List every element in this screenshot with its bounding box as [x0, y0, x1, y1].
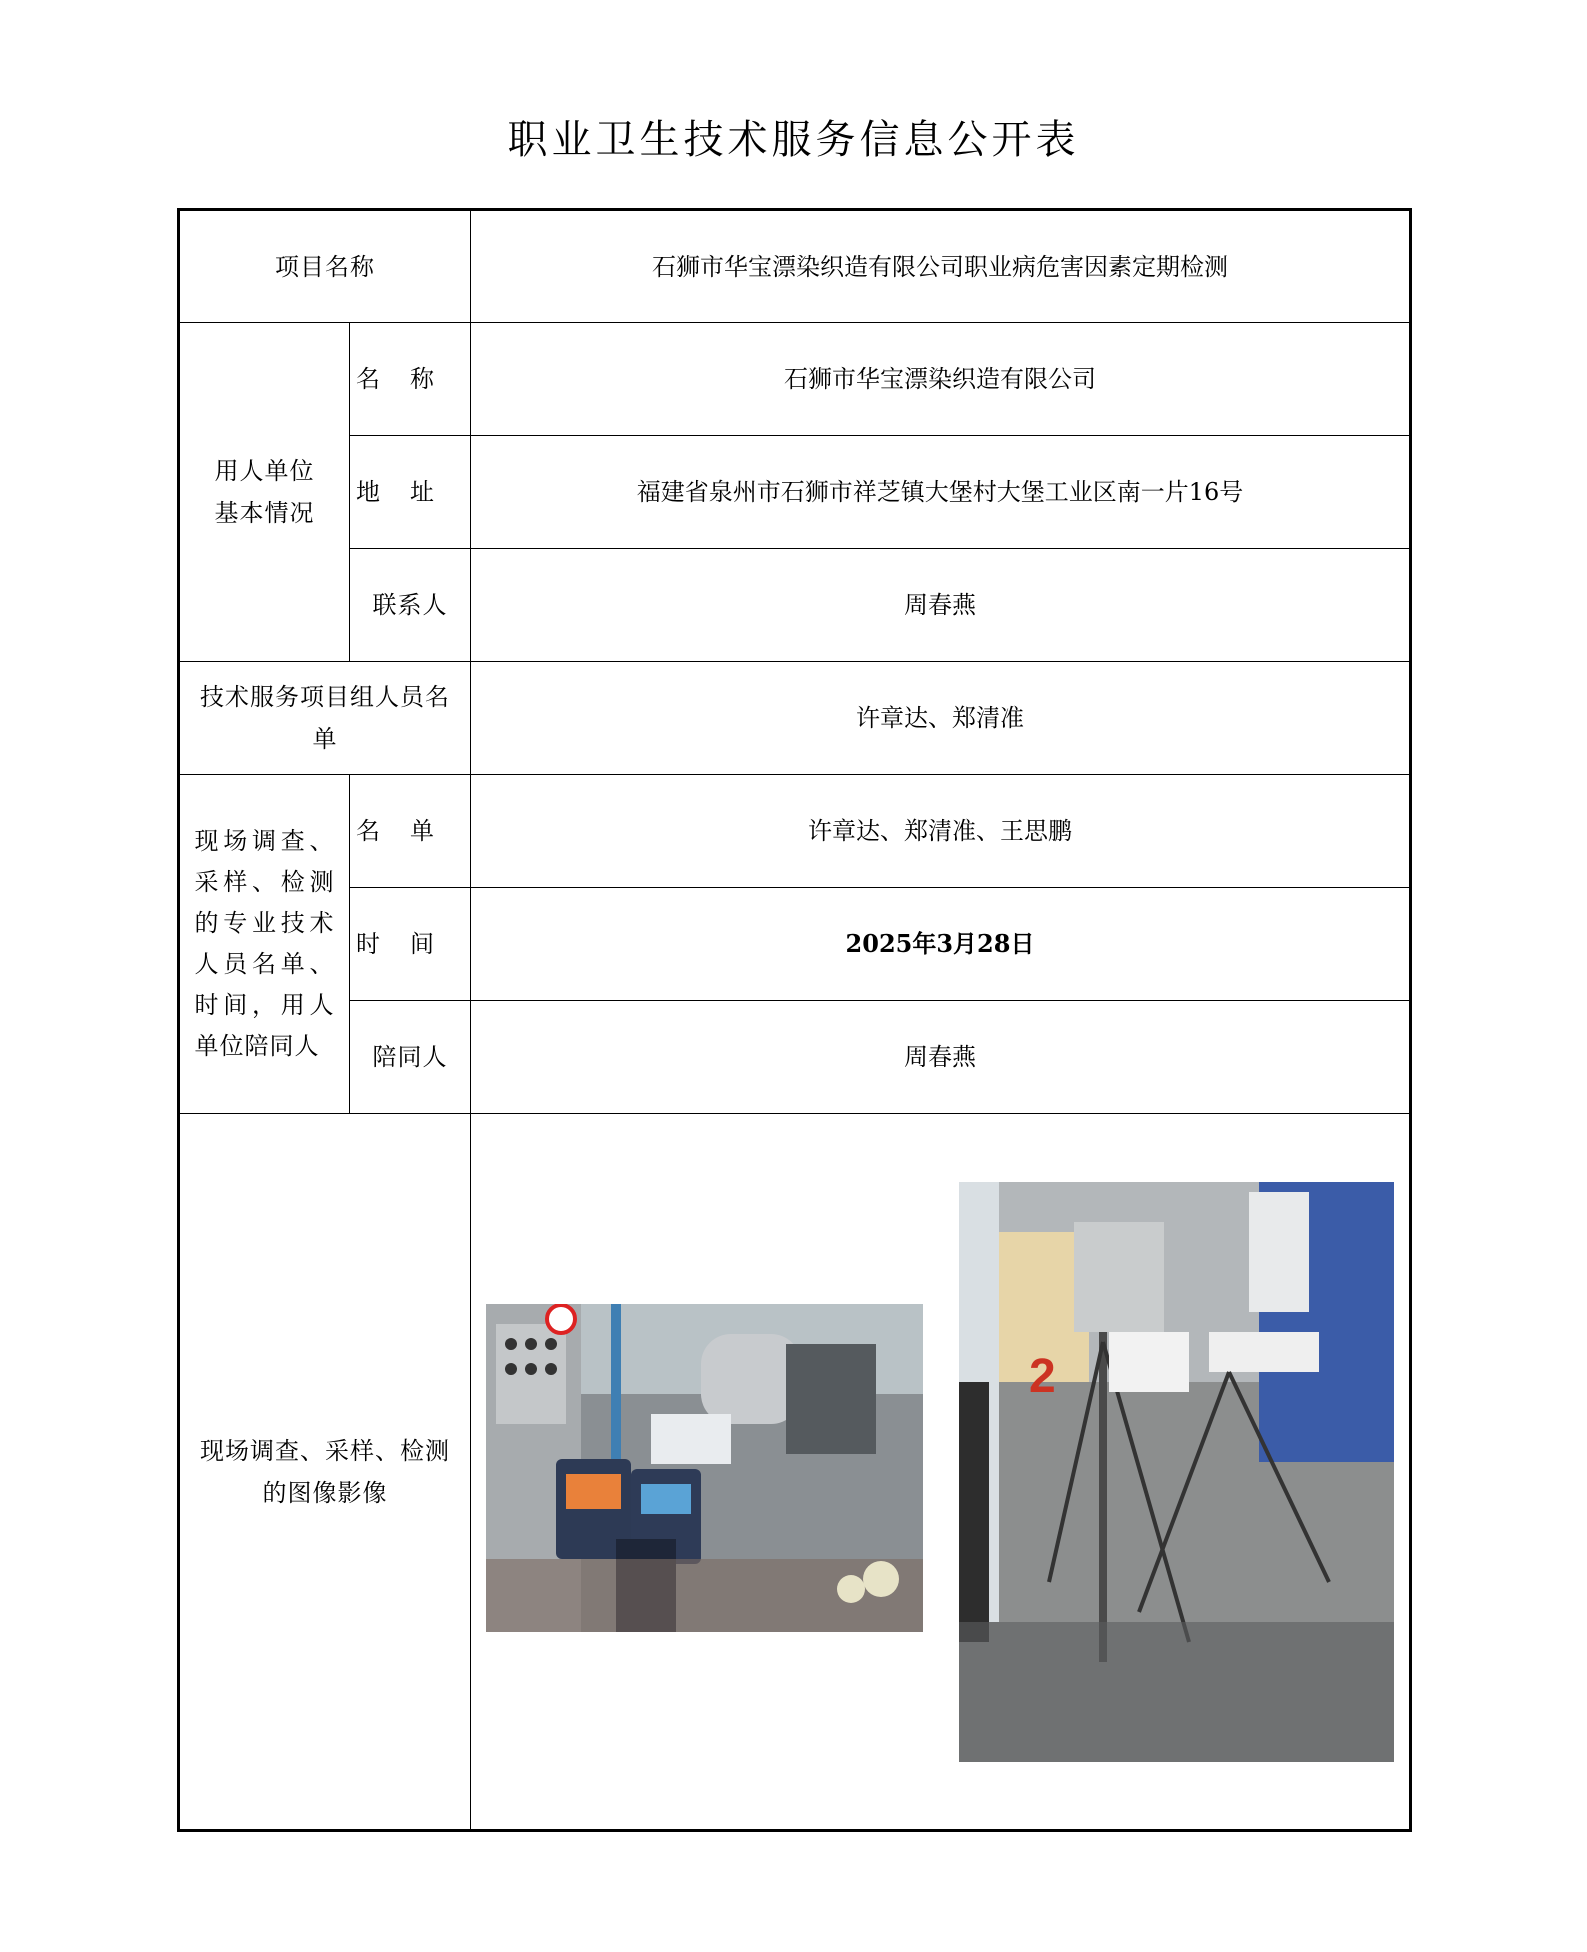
- onsite-companion-value: 周春燕: [471, 1001, 1411, 1114]
- svg-text:2: 2: [1029, 1350, 1056, 1403]
- images-cell: [471, 1114, 1411, 1831]
- employer-address-label: 地址: [350, 436, 471, 549]
- team-label-text: 技术服务项目组人员名单: [200, 683, 450, 753]
- onsite-companion-label: 陪同人: [350, 1001, 471, 1114]
- site-photo-1: [486, 1304, 923, 1632]
- images-label: [179, 1114, 471, 1831]
- site-photo-2-image: [959, 1182, 1394, 1762]
- employer-contact-value: 周春燕: [471, 549, 1411, 662]
- site-photo-1-image: [486, 1304, 923, 1632]
- onsite-group-label: [179, 775, 350, 1114]
- team-value: 许章达、郑清准: [471, 662, 1411, 775]
- images-label-text: 现场调查、采样、检测的图像影像: [200, 1436, 450, 1507]
- employer-group-label: [179, 323, 350, 662]
- team-label: [179, 662, 471, 775]
- site-photo-2: [959, 1182, 1394, 1762]
- onsite-list-label: 名单: [350, 775, 471, 888]
- employer-address-value: 福建省泉州市石狮市祥芝镇大堡村大堡工业区南一片16号: [471, 436, 1411, 549]
- employer-name-value: 石狮市华宝漂染织造有限公司: [471, 323, 1411, 436]
- project-value: 石狮市华宝漂染织造有限公司职业病危害因素定期检测: [471, 210, 1411, 323]
- page-title: 职业卫生技术服务信息公开表: [507, 117, 1080, 163]
- employer-name-label: 名称: [350, 323, 471, 436]
- employer-contact-label: 联系人: [350, 549, 471, 662]
- project-label: 项目名称: [179, 210, 471, 323]
- info-table: [177, 208, 1412, 1832]
- onsite-list-value: 许章达、郑清准、王思鹏: [471, 775, 1411, 888]
- onsite-time-value: 2025年3月28日: [471, 888, 1411, 1001]
- onsite-group-label-text: 现场调查、采样、检测的专业技术人员名单、时间，用人单位陪同人: [194, 827, 335, 1060]
- employer-group-label-text: 用人单位基本情况: [214, 457, 315, 527]
- onsite-time-label: 时间: [350, 888, 471, 1001]
